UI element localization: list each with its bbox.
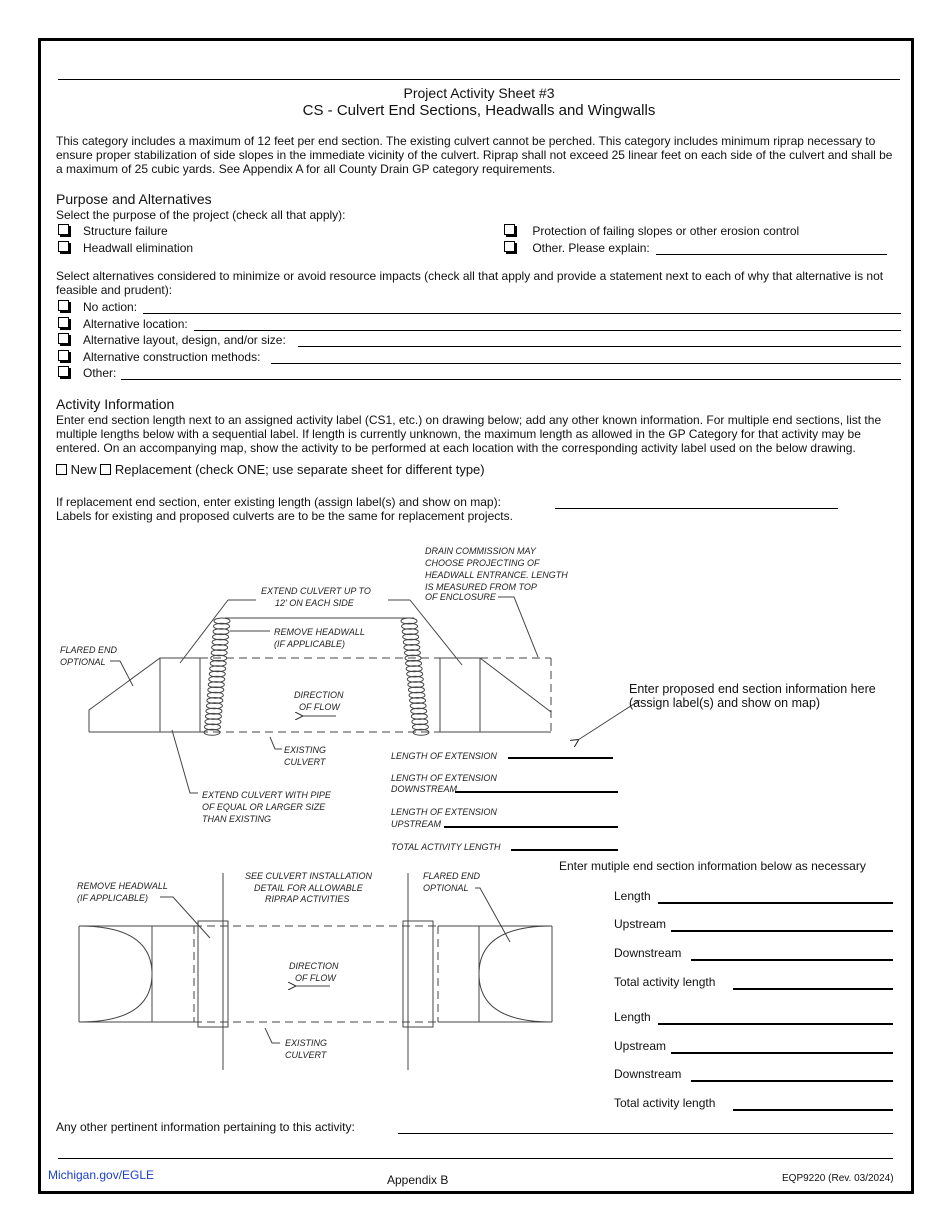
svg-text:EXISTING: EXISTING: [285, 1038, 328, 1048]
svg-text:OPTIONAL: OPTIONAL: [423, 883, 469, 893]
activity-heading: Activity Information: [56, 396, 175, 412]
svg-text:(IF APPLICABLE): (IF APPLICABLE): [274, 639, 346, 649]
multiple-field-label: Length: [614, 1010, 651, 1024]
alternatives-prompt: Select alternatives considered to minimize or avoid resource impacts (check all that apply and provide a statement next to each of why that alternative is not feasible and prudent):: [56, 269, 884, 297]
plan-labels: [77, 871, 481, 1060]
svg-text:EXTEND CULVERT WITH PIPE: EXTEND CULVERT WITH PIPE: [202, 790, 331, 800]
existing-length-prompt: If replacement end section, enter existing length (assign label(s) and show on map):: [56, 495, 501, 509]
svg-text:LENGTH OF EXTENSION: LENGTH OF EXTENSION: [391, 751, 497, 761]
svg-text:DOWNSTREAM: DOWNSTREAM: [391, 784, 457, 794]
svg-text:OF ENCLOSURE: OF ENCLOSURE: [425, 592, 496, 602]
svg-text:THAN EXISTING: THAN EXISTING: [202, 814, 272, 824]
svg-text:LENGTH OF EXTENSION: LENGTH OF EXTENSION: [391, 807, 497, 817]
svg-text:OPTIONAL: OPTIONAL: [60, 657, 106, 667]
multiple-field-input[interactable]: [733, 988, 893, 990]
svg-text:CULVERT: CULVERT: [285, 1050, 327, 1060]
other-info-prompt: Any other pertinent information pertaining to this activity:: [56, 1120, 355, 1134]
svg-text:(IF APPLICABLE): (IF APPLICABLE): [77, 893, 149, 903]
replacement-label: Replacement (check ONE; use separate sheet for different type): [114, 462, 485, 477]
svg-text:CULVERT: CULVERT: [284, 757, 326, 767]
footer-form-number: EQP9220 (Rev. 03/2024): [782, 1173, 894, 1184]
svg-text:DIRECTION: DIRECTION: [294, 690, 344, 700]
multiple-field-input[interactable]: [671, 1052, 893, 1054]
multiple-field-label: Total activity length: [614, 1096, 716, 1110]
svg-text:DRAIN COMMISSION MAY: DRAIN COMMISSION MAY: [425, 546, 536, 556]
multiple-prompt: Enter mutiple end section information below as necessary: [559, 859, 866, 873]
multiple-field-label: Total activity length: [614, 975, 716, 989]
page-title: Project Activity Sheet #3: [403, 85, 555, 101]
labels-note: Labels for existing and proposed culverts are to be the same for replacement projects.: [56, 509, 513, 523]
enter-proposed-line2: (assign label(s) and show on map): [629, 696, 821, 710]
svg-text:DIRECTION: DIRECTION: [289, 961, 339, 971]
svg-text:IS MEASURED FROM TOP: IS MEASURED FROM TOP: [425, 582, 537, 592]
option-label: Alternative layout, design, and/or size:: [83, 333, 286, 347]
svg-text:REMOVE HEADWALL: REMOVE HEADWALL: [77, 881, 168, 891]
svg-text:TOTAL ACTIVITY LENGTH: TOTAL ACTIVITY LENGTH: [391, 842, 501, 852]
other-info-field[interactable]: [398, 1133, 893, 1134]
multiple-field-input[interactable]: [691, 1080, 893, 1082]
svg-text:HEADWALL ENTRANCE. LENGTH: HEADWALL ENTRANCE. LENGTH: [425, 570, 568, 580]
enter-proposed-line1: Enter proposed end section information here: [629, 682, 876, 696]
option-label: Other:: [83, 366, 117, 380]
svg-text:REMOVE HEADWALL: REMOVE HEADWALL: [274, 627, 365, 637]
multiple-field-input[interactable]: [658, 1023, 893, 1025]
svg-text:OF EQUAL OR LARGER SIZE: OF EQUAL OR LARGER SIZE: [202, 802, 326, 812]
svg-text:UPSTREAM: UPSTREAM: [391, 819, 442, 829]
multiple-field-input[interactable]: [691, 959, 893, 961]
left-riprap-coil: [204, 618, 230, 735]
svg-text:SEE CULVERT INSTALLATION: SEE CULVERT INSTALLATION: [245, 871, 373, 881]
svg-text:EXISTING: EXISTING: [284, 745, 327, 755]
footer-appendix: Appendix B: [387, 1173, 449, 1187]
new-label: New: [70, 462, 97, 477]
profile-labels: [60, 546, 568, 852]
option-label: Structure failure: [83, 224, 168, 238]
purpose-prompt: Select the purpose of the project (check all that apply):: [56, 208, 346, 222]
multiple-field-label: Length: [614, 889, 651, 903]
profile-length-fields[interactable]: [444, 758, 618, 850]
option-label: Other. Please explain:: [532, 241, 650, 255]
svg-text:RIPRAP ACTIVITIES: RIPRAP ACTIVITIES: [265, 894, 350, 904]
activity-text: Enter end section length next to an assigned activity label (CS1, etc.) on drawing below; add any other known information. For multiple end sections, list the multiple lengths below with a sequential label. If length is currently unknown, the maximum length as allowed in the GP Category for that activity may be entered. On an accompanying map, show the activity to be performed at each location with the corresponding activity label used on the below drawing.: [56, 413, 882, 455]
option-label: No action:: [83, 300, 138, 314]
michigan-egle-link[interactable]: Michigan.gov/EGLE: [48, 1168, 155, 1182]
intro-text: This category includes a maximum of 12 feet per end section. The existing culvert cannot be perched. This category includes minimum riprap necessary to ensure proper stabilization of side slopes in the immediate vicinity of the culvert. Riprap shall not exceed 25 linear feet on each side of the culvert and shall be a maximum of 25 cubic yards. See Appendix A for all County Drain GP category requirements.: [56, 134, 893, 176]
svg-text:OF FLOW: OF FLOW: [295, 973, 336, 983]
option-label: Alternative construction methods:: [83, 350, 261, 364]
bottom-rule: [58, 1158, 893, 1159]
svg-text:DETAIL FOR ALLOWABLE: DETAIL FOR ALLOWABLE: [254, 883, 363, 893]
purpose-heading: Purpose and Alternatives: [56, 191, 212, 207]
svg-text:EXTEND CULVERT UP TO: EXTEND CULVERT UP TO: [261, 586, 371, 596]
multiple-field-label: Downstream: [614, 946, 682, 960]
svg-text:12' ON EACH SIDE: 12' ON EACH SIDE: [275, 598, 354, 608]
multiple-field-label: Upstream: [614, 917, 667, 931]
multiple-field-label: Upstream: [614, 1039, 667, 1053]
option-label: Alternative location:: [83, 317, 188, 331]
right-riprap-coil: [401, 618, 429, 735]
multiple-field-input[interactable]: [658, 902, 893, 904]
option-label: Protection of failing slopes or other erosion control: [532, 224, 800, 238]
option-label: Headwall elimination: [83, 241, 194, 255]
page-subtitle: CS - Culvert End Sections, Headwalls and Wingwalls: [302, 102, 656, 119]
svg-text:LENGTH OF EXTENSION: LENGTH OF EXTENSION: [391, 773, 497, 783]
multiple-field-input[interactable]: [671, 930, 893, 932]
svg-text:OF FLOW: OF FLOW: [299, 702, 340, 712]
multiple-field-input[interactable]: [733, 1109, 893, 1111]
svg-text:FLARED END: FLARED END: [60, 645, 118, 655]
svg-text:FLARED END: FLARED END: [423, 871, 481, 881]
svg-text:CHOOSE PROJECTING OF: CHOOSE PROJECTING OF: [425, 558, 540, 568]
multiple-field-label: Downstream: [614, 1067, 682, 1081]
